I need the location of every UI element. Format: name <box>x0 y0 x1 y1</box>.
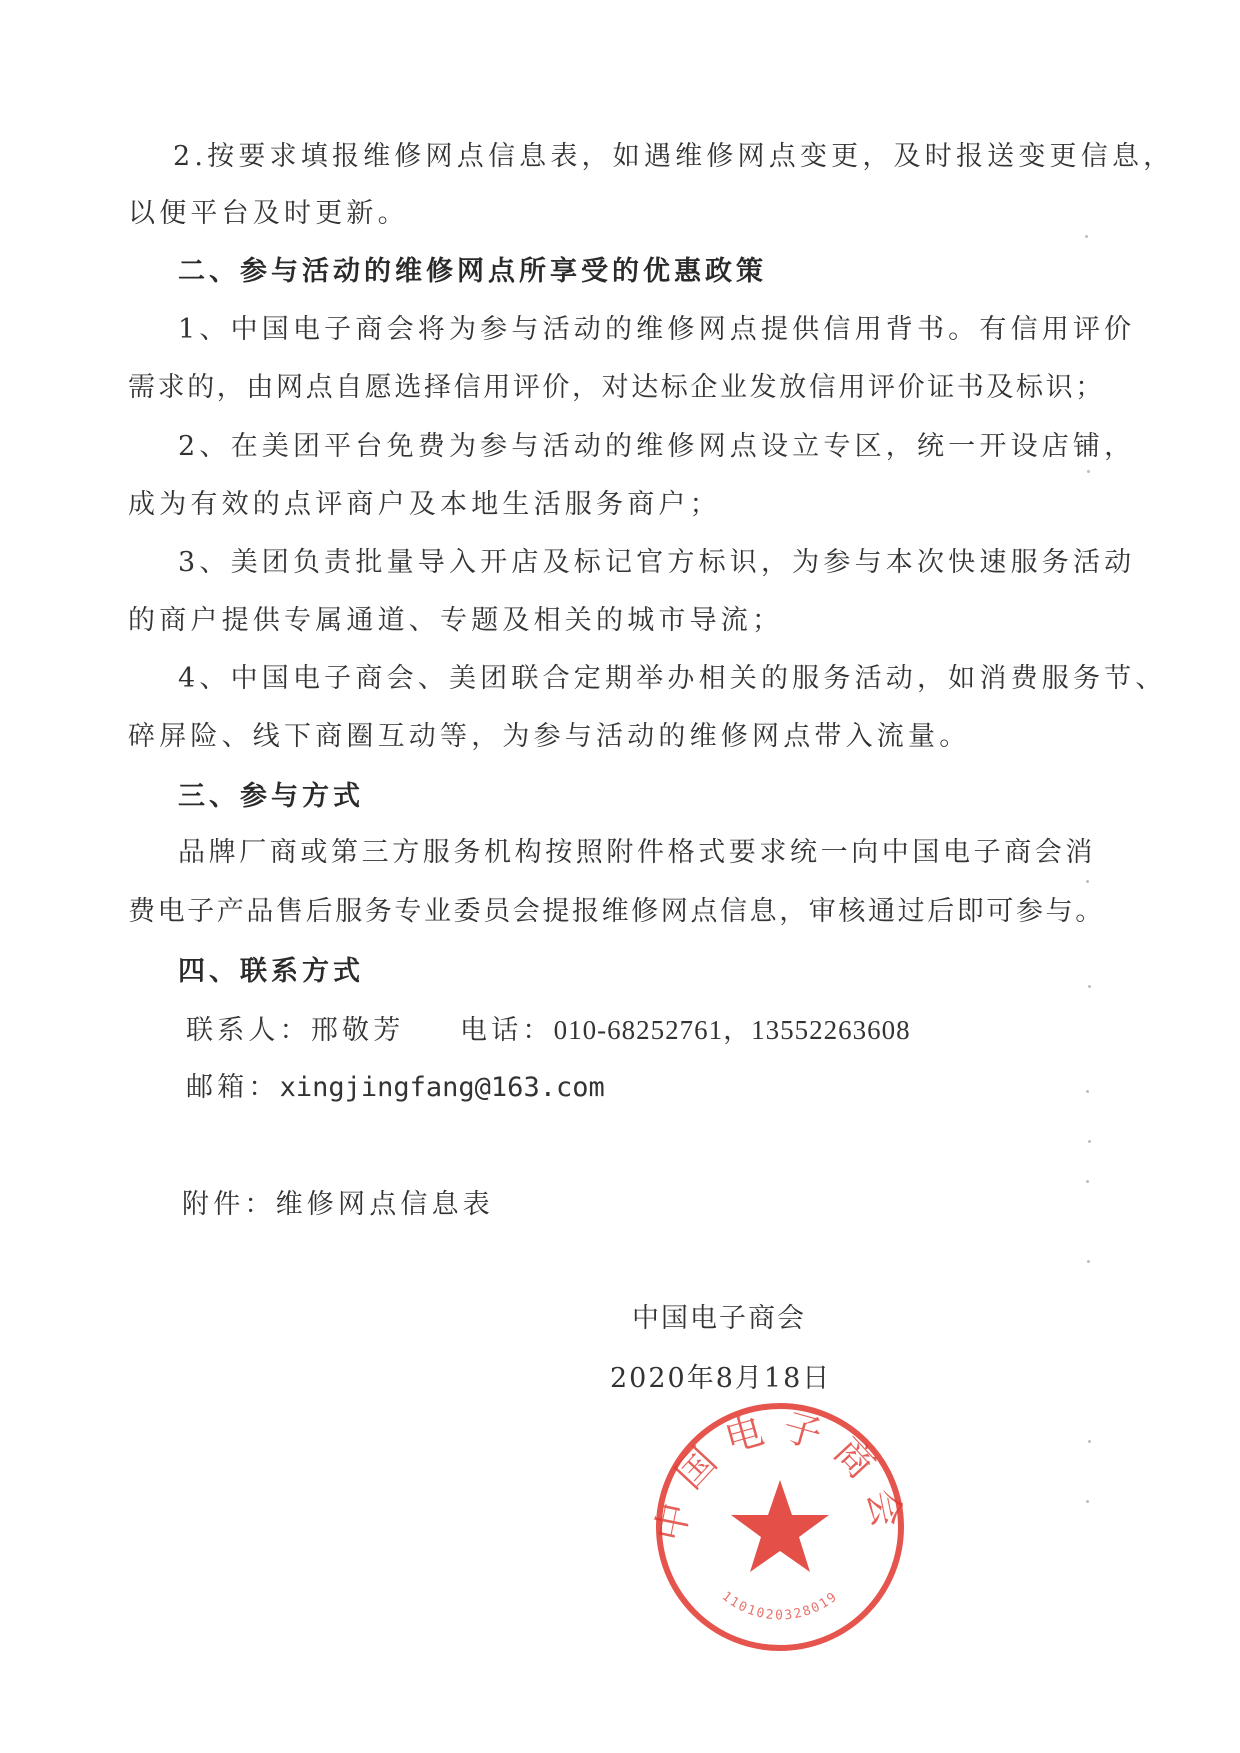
contact-label: 联系人： <box>186 1015 311 1046</box>
scan-mark <box>1087 1260 1090 1263</box>
scan-mark <box>1085 235 1088 238</box>
section1-item2-line1: 2.按要求填报维修网点信息表，如遇维修网点变更，及时报送变更信息， <box>173 141 1175 172</box>
scan-mark <box>1086 1500 1089 1503</box>
section2-item2-line1: 2、在美团平台免费为参与活动的维修网点设立专区，统一开设店铺， <box>178 431 1136 462</box>
section2-item4-line2: 碎屏险、线下商圈互动等，为参与活动的维修网点带入流量。 <box>128 721 971 752</box>
section4-heading: 四、联系方式 <box>178 956 364 987</box>
attachment-name: 维修网点信息表 <box>275 1189 495 1220</box>
signature-organization: 中国电子商会 <box>632 1303 806 1334</box>
email-row <box>186 1071 605 1105</box>
section2-item1-line1: 1、中国电子商会将为参与活动的维修网点提供信用背书。有信用评价 <box>178 314 1136 345</box>
section2-item1-line2: 需求的，由网点自愿选择信用评价，对达标企业发放信用评价证书及标识； <box>128 372 1105 403</box>
email-label: 邮箱： <box>186 1072 280 1103</box>
seal-graphic <box>645 1392 915 1662</box>
section3-line2: 费电子产品售后服务专业委员会提报维修网点信息，审核通过后即可参与。 <box>128 896 1105 927</box>
section2-heading: 二、参与活动的维修网点所享受的优惠政策 <box>178 256 767 287</box>
seal-arc-text: 中国电子商会 <box>647 1404 913 1545</box>
contact-name: 邢敬芳 <box>310 1015 405 1046</box>
phone-label: 电话： <box>460 1015 554 1046</box>
scan-mark <box>1088 1440 1091 1443</box>
seal-code: 1101020328019 <box>718 1588 842 1624</box>
phone-value: 010-68252761，13552263608 <box>553 1015 911 1045</box>
official-seal <box>645 1392 915 1662</box>
scan-mark <box>1088 985 1091 988</box>
section2-item2-line2: 成为有效的点评商户及本地生活服务商户； <box>128 489 721 520</box>
signature-date: 2020年8月18日 <box>610 1363 832 1394</box>
scan-mark <box>1086 880 1089 883</box>
scan-mark <box>1088 1140 1091 1143</box>
contact-row <box>186 1013 911 1048</box>
seal-star <box>731 1480 829 1572</box>
section2-item3-line2: 的商户提供专属通道、专题及相关的城市导流； <box>128 605 784 636</box>
section2-item4-line1: 4、中国电子商会、美团联合定期举办相关的服务活动，如消费服务节、 <box>178 663 1167 694</box>
section1-item2-line2: 以便平台及时更新。 <box>128 198 409 229</box>
scan-mark <box>1086 1090 1089 1093</box>
section2-item3-line1: 3、美团负责批量导入开店及标记官方标识，为参与本次快速服务活动 <box>178 547 1136 578</box>
section3-line1: 品牌厂商或第三方服务机构按照附件格式要求统一向中国电子商会消 <box>178 837 1096 868</box>
scan-mark <box>1087 470 1090 473</box>
scan-mark <box>1086 1180 1089 1183</box>
email-value: xingjingfang@163.com <box>279 1072 605 1103</box>
attachment-label: 附件： <box>182 1189 276 1220</box>
section3-heading: 三、参与方式 <box>178 781 364 812</box>
attachment-row <box>182 1188 494 1222</box>
